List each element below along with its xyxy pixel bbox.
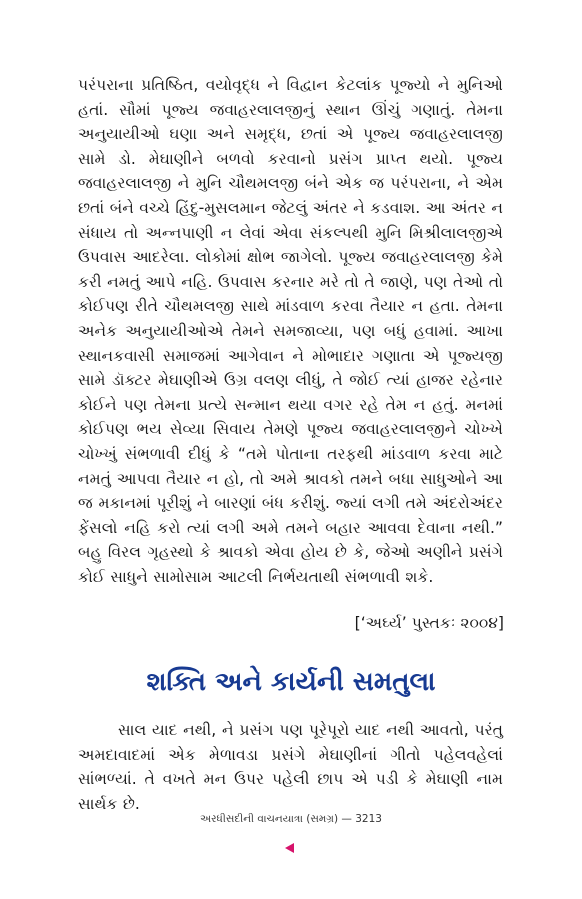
section-heading: શક્તિ અને કાર્યની સમતુલા [146,667,436,697]
body-paragraph: પરંપરાના પ્રતિષ્ઠિત, વયોવૃદ્ધ ને વિદ્વાન કેટલાંક પૂજ્યો ને મુનિઓ હતાં. સૌમાં પૂજ્ય જવાહરલાલજીનું સ્થાન ઊંચું ગણાતું. તેમના અનુયાયીઓ ઘણા અને સમૃદ્ધ, છતાં એ પૂજ્ય જવાહરલાલજી સામે ડો. મેઘાણીને બળવો કરવાનો પ્રસંગ પ્રાપ્ત થયો. પૂજ્ય જવાહરલાલજી ને મુનિ ચૌથમલજી બંને એક જ પરંપરાના, ને એમ છતાં બંને વચ્ચે હિંદુ-મુસલમાન જેટલું અંતર ને કડવાશ. આ અંતર ન સંધાય તો અન્નપાણી ન લેવાં એવા સંકલ્પથી મુનિ મિશ્રીલાલજીએ ઉપવાસ આદરેલા. લોકોમાં ક્ષોભ જાગેલો. પૂજ્ય જવાહરલાલજી કેમે કરી નમતું આપે નહિ. ઉપવાસ કરનાર મરે તો તે જાણે, પણ તેઓ તો કોઈપણ રીતે ચૌથમલજી સાથે માંડવાળ કરવા તૈયાર ન હતા. તેમના અનેક અનુયાયીઓએ તેમને સમજાવ્યા, પણ બધું હવામાં. આખા સ્થાનકવાસી સમાજમાં આગેવાન ને મોભાદાર ગણાતા એ પૂજ્યજી સામે ડૉક્ટર મેઘાણીએ ઉગ્ર વલણ લીધું, તે જોઈ ત્યાં હાજર રહેનાર કોઈને પણ તેમના પ્રત્યે સન્માન થયા વગર રહે તેમ ન હતું. મનમાં કોઈપણ ભય સેવ્યા સિવાય તેમણે પૂજ્ય જવાહરલાલજીને ચોખ્ખે ચોખ્ખું સંભળાવી દીધું કે “તમે પોતાના તરફથી માંડવાળ કરવા માટે નમતું આપવા તૈયાર ન હો, તો અમે શ્રાવકો તમને બધા સાધુઓને આ જ મકાનમાં પૂરીશું ને બારણાં બંધ કરીશું. જ્યાં લગી તમે અંદરોઅંદર ફેંસલો નહિ કરો ત્યાં લગી અમે તમને બહાર આવવા દેવાના નથી.” બહુ વિરલ ગૃહસ્થો કે શ્રાવકો એવા હોય છે કે, જેઓ અણીને પ્રસંગે કોઈ સાધુને સામોસામ આટલી નિર્ભયતાથી સંભળાવી શકે. [78,76,503,586]
page-footer: અરધીસદીની વાચનયાત્રા (સમગ્ર) — 3213 [200,813,382,825]
previous-page-icon[interactable] [285,843,294,853]
body-paragraph: સાલ યાદ નથી, ને પ્રસંગ પણ પૂરેપૂરો યાદ નથી આવતો, પરંતુ અમદાવાદમાં એક મેળાવડા પ્રસંગે મેઘાણીનાં ગીતો પહેલવહેલાં સાંભળ્યાં. તે વખતે મન ઉપર પહેલી છાપ એ પડી કે મેઘાણી નામ સાર્થક છે. [78,721,503,813]
source-citation: [‘અર્ઘ્ય’ પુસ્તકઃ ૨૦૦૪] [354,614,504,632]
